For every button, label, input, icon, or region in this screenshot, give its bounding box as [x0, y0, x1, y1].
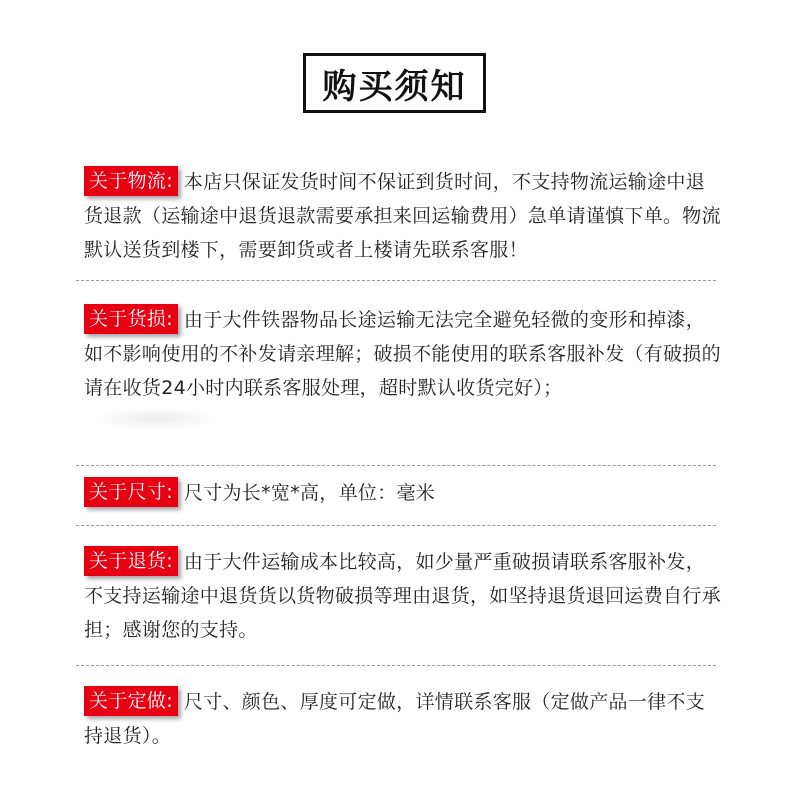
- faint-smudge: [92, 408, 220, 430]
- dashed-divider: [76, 525, 716, 526]
- section-logistics: [84, 165, 724, 267]
- section-label: 关于物流:: [84, 166, 178, 196]
- dashed-divider: [76, 280, 716, 281]
- section-custom: [84, 685, 724, 753]
- section-text: 由于大件铁器物品长途运输无法完全避免轻微的变形和掉漆，如不影响使用的不补发请亲理解；破损不能使用的联系客服补发（有破损的请在收货24小时内联系客服处理，超时默认收货完好）；: [84, 309, 721, 399]
- section-damage: [84, 303, 724, 405]
- section-label: 关于尺寸:: [84, 477, 178, 507]
- section-label: 关于定做:: [84, 686, 178, 716]
- page-title: 购买须知: [303, 53, 486, 113]
- section-text: 本店只保证发货时间不保证到货时间，不支持物流运输途中退货退款（运输途中退货退款需要承担来回运输费用）急单请谨慎下单。物流默认送货到楼下，需要卸货或者上楼请先联系客服！: [84, 171, 721, 261]
- section-text: 由于大件运输成本比较高，如少量严重破损请联系客服补发，不支持运输途中退货货以货物破损等理由退货，如坚持退货退回运费自行承担；感谢您的支持。: [84, 551, 721, 641]
- dashed-divider: [76, 665, 716, 666]
- section-text: 尺寸为长*宽*高，单位：毫米: [183, 482, 436, 504]
- section-label: 关于退货:: [84, 546, 178, 576]
- section-label: 关于货损:: [84, 304, 178, 334]
- dashed-divider: [76, 465, 716, 466]
- section-size: [84, 476, 724, 510]
- section-returns: [84, 545, 724, 647]
- section-text: 尺寸、颜色、厚度可定做，详情联系客服（定做产品一律不支持退货）。: [84, 691, 706, 747]
